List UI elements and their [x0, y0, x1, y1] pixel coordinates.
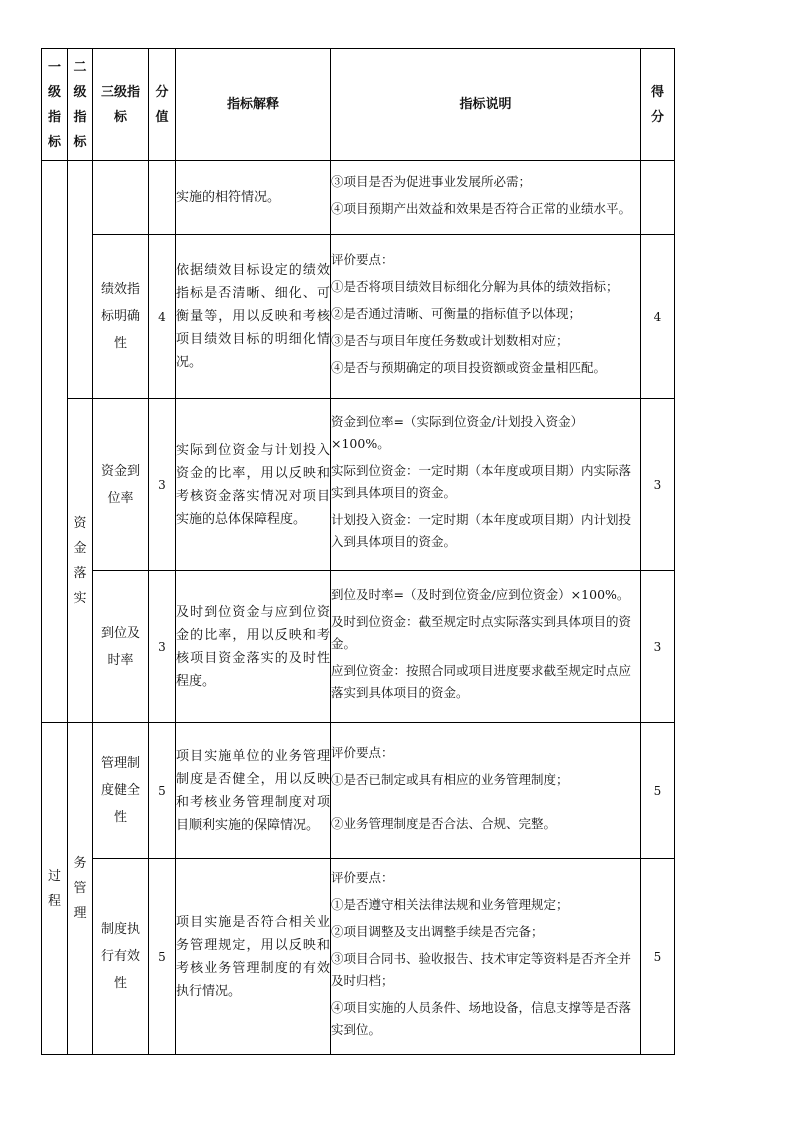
explain-cell: 依据绩效目标设定的绩效指标是否清晰、细化、可衡量等，用以反映和考核项目绩效目标的明细化情况。	[176, 235, 331, 399]
evaluation-table	[41, 48, 675, 1055]
table-row	[42, 235, 675, 399]
score-value: 5	[149, 723, 176, 859]
table-row	[42, 161, 675, 235]
desc-cell: 评价要点： ①是否将项目绩效目标细化分解为具体的绩效指标； ②是否通过清晰、可衡量的指标值予以体现； ③是否与项目年度任务数或计划数相对应； ④是否与预期确定的项目投资额或资金量相匹配。	[331, 235, 641, 399]
got-value: 4	[641, 235, 675, 399]
desc-cell: ③项目是否为促进事业发展所必需； ④项目预期产出效益和效果是否符合正常的业绩水平。	[331, 161, 641, 235]
desc-cell: 评价要点： ①是否已制定或具有相应的业务管理制度； ②业务管理制度是否合法、合规、完整。	[331, 723, 641, 859]
header-level1: 一 级 指 标	[42, 49, 68, 161]
header-score: 分 值	[149, 49, 176, 161]
explain-cell: 及时到位资金与应到位资金的比率，用以反映和考核项目资金落实的及时性程度。	[176, 571, 331, 723]
level2-zijin-luoshi: 资 金 落 实	[68, 399, 93, 723]
level2-wu-guanli: 务 管 理	[68, 723, 93, 1055]
level3-name: 资金到 位率	[93, 399, 149, 571]
score-value: 4	[149, 235, 176, 399]
header-level3: 三级指 标	[93, 49, 149, 161]
header-got: 得 分	[641, 49, 675, 161]
level1-guocheng: 过 程	[42, 723, 68, 1055]
score-value: 5	[149, 859, 176, 1055]
level1-cell-blank	[42, 161, 68, 723]
header-explain: 指标解释	[176, 49, 331, 161]
explain-cell: 实际到位资金与计划投入资金的比率，用以反映和考核资金落实情况对项目实施的总体保障程度。	[176, 399, 331, 571]
table-row	[42, 399, 675, 571]
header-row	[42, 49, 675, 161]
level3-name: 制度执 行有效 性	[93, 859, 149, 1055]
got-value: 3	[641, 571, 675, 723]
got-value: 5	[641, 859, 675, 1055]
got-cell-blank	[641, 161, 675, 235]
score-value: 3	[149, 571, 176, 723]
got-value: 3	[641, 399, 675, 571]
level3-name: 到位及 时率	[93, 571, 149, 723]
explain-cell: 实施的相符情况。	[176, 161, 331, 235]
score-cell-blank	[149, 161, 176, 235]
header-desc: 指标说明	[331, 49, 641, 161]
level3-name: 管理制 度健全 性	[93, 723, 149, 859]
level3-cell-blank	[93, 161, 149, 235]
explain-cell: 项目实施单位的业务管理制度是否健全，用以反映和考核业务管理制度对项目顺利实施的保障情况。	[176, 723, 331, 859]
desc-cell: 到位及时率=（及时到位资金/应到位资金）×100%。 及时到位资金：截至规定时点实际落实到具体项目的资金。 应到位资金：按照合同或项目进度要求截至规定时点应落实到具体项目的资金。	[331, 571, 641, 723]
table-row	[42, 859, 675, 1055]
table-row	[42, 723, 675, 859]
desc-cell: 评价要点： ①是否遵守相关法律法规和业务管理规定； ②项目调整及支出调整手续是否完备； ③项目合同书、验收报告、技术审定等资料是否齐全并及时归档； ④项目实施的人员条件、场地设备，信息支撑等是否落实到位。	[331, 859, 641, 1055]
desc-cell: 资金到位率=（实际到位资金/计划投入资金）×100%。 实际到位资金：一定时期（本年度或项目期）内实际落实到具体项目的资金。 计划投入资金：一定时期（本年度或项目期）内计划投入到具体项目的资金。	[331, 399, 641, 571]
level2-cell-blank	[68, 161, 93, 399]
header-level2: 二 级 指 标	[68, 49, 93, 161]
score-value: 3	[149, 399, 176, 571]
got-value: 5	[641, 723, 675, 859]
level3-name: 绩效指 标明确 性	[93, 235, 149, 399]
explain-cell: 项目实施是否符合相关业务管理规定，用以反映和考核业务管理制度的有效执行情况。	[176, 859, 331, 1055]
table-row	[42, 571, 675, 723]
